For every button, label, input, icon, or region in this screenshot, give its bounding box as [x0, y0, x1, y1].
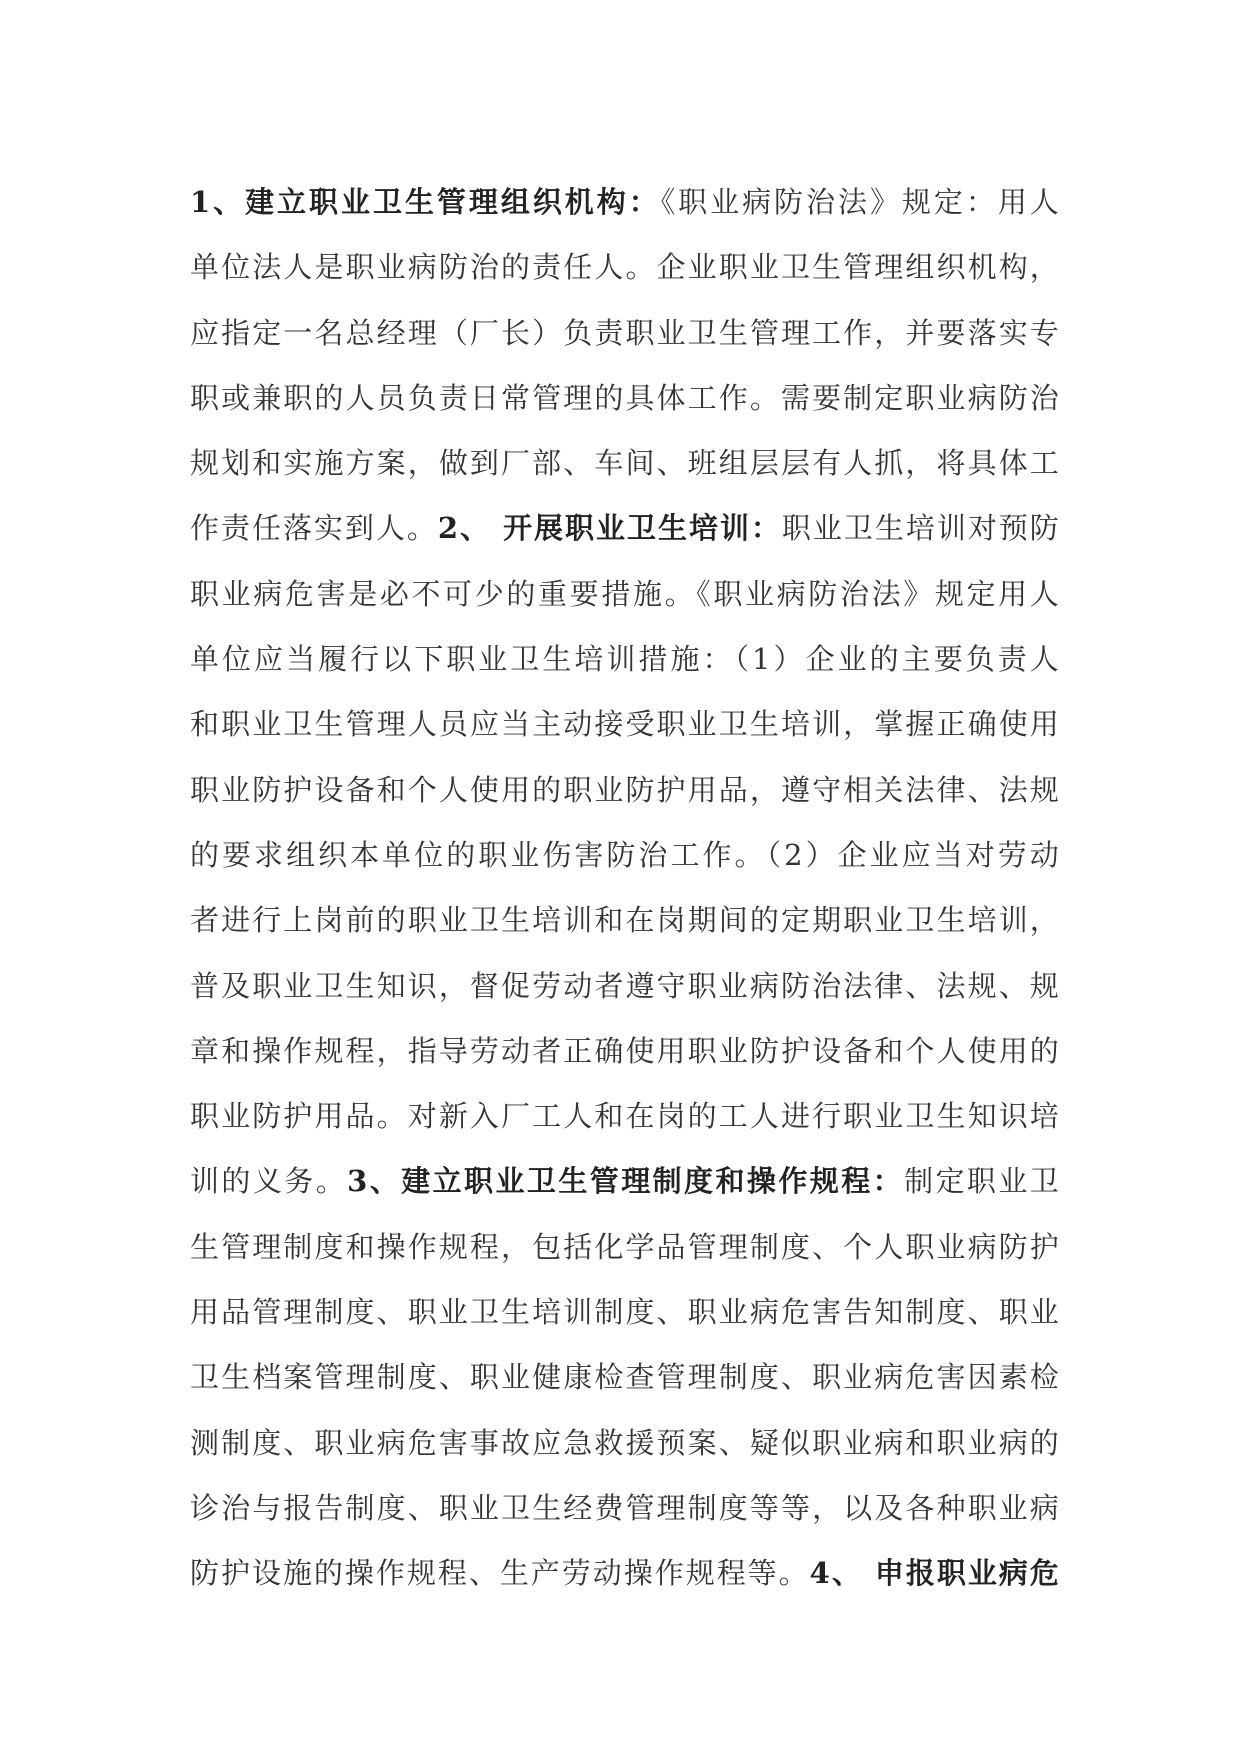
- body-text: 职业病危害是必不可少的重要措施。《职业病防治法》规定用人: [190, 576, 1060, 611]
- text-line: [190, 1411, 1060, 1476]
- section-heading: 2、 开展职业卫生培训：: [437, 511, 782, 546]
- text-line: [190, 496, 1060, 561]
- text-line: [190, 1476, 1060, 1541]
- body-text: 职或兼职的人员负责日常管理的具体工作。需要制定职业病防治: [190, 380, 1060, 415]
- body-text: 防护设施的操作规程、生产劳动操作规程等。: [190, 1556, 810, 1591]
- text-line: [190, 1280, 1060, 1345]
- body-text: 《职业病防治法》规定：用人: [660, 185, 1060, 219]
- body-text: 职业防护设备和个人使用的职业防护用品，遵守相关法律、法规: [190, 772, 1060, 807]
- body-text: 职业防护用品。对新入厂工人和在岗的工人进行职业卫生知识培: [190, 1099, 1060, 1134]
- body-text: 的要求组织本单位的职业伤害防治工作。（2）企业应当对劳动: [190, 837, 1060, 872]
- text-line: [190, 627, 1060, 692]
- text-line: [190, 431, 1060, 496]
- section-heading: 1、建立职业卫生管理组织机构：: [190, 185, 661, 219]
- body-text: 卫生档案管理制度、职业健康检查管理制度、职业病危害因素检: [190, 1360, 1060, 1395]
- text-line: [190, 301, 1060, 366]
- text-line: [190, 692, 1060, 757]
- body-text: 诊治与报告制度、职业卫生经费管理制度等等，以及各种职业病: [190, 1490, 1060, 1525]
- text-line: [190, 562, 1060, 627]
- body-text: 应指定一名总经理（厂长）负责职业卫生管理工作，并要落实专: [190, 315, 1060, 350]
- text-line: [190, 366, 1060, 431]
- text-line: [190, 1215, 1060, 1280]
- text-line: [190, 888, 1060, 953]
- body-text: 章和操作规程，指导劳动者正确使用职业防护设备和个人使用的: [190, 1033, 1060, 1068]
- section-heading: 4、 申报职业病危: [809, 1556, 1060, 1591]
- body-text: 作责任落实到人。: [190, 511, 438, 546]
- section-heading: 3、建立职业卫生管理制度和操作规程：: [347, 1164, 905, 1199]
- body-text: 生管理制度和操作规程，包括化学品管理制度、个人职业病防护: [190, 1229, 1060, 1264]
- text-line: [190, 823, 1060, 888]
- body-text: 者进行上岗前的职业卫生培训和在岗期间的定期职业卫生培训，: [190, 903, 1060, 938]
- text-line: [190, 1345, 1060, 1410]
- text-line: [190, 1541, 1060, 1606]
- body-text: 单位应当履行以下职业卫生培训措施：（1）企业的主要负责人: [190, 642, 1060, 677]
- body-text: 测制度、职业病危害事故应急救援预案、疑似职业病和职业病的: [190, 1425, 1060, 1460]
- text-line: [190, 235, 1060, 300]
- text-line: [190, 1149, 1060, 1214]
- document-body: [190, 170, 1060, 1607]
- body-text: 和职业卫生管理人员应当主动接受职业卫生培训，掌握正确使用: [190, 707, 1060, 742]
- text-line: [190, 954, 1060, 1019]
- body-text: 训的义务。: [190, 1164, 348, 1199]
- body-text: 单位法人是职业病防治的责任人。企业职业卫生管理组织机构，: [190, 250, 1060, 285]
- body-text: 制定职业卫: [904, 1164, 1060, 1199]
- body-text: 职业卫生培训对预防: [781, 511, 1060, 546]
- body-text: 普及职业卫生知识，督促劳动者遵守职业病防治法律、法规、规: [190, 968, 1060, 1003]
- text-line: [190, 1084, 1060, 1149]
- text-line: [190, 758, 1060, 823]
- body-text: 用品管理制度、职业卫生培训制度、职业病危害告知制度、职业: [190, 1295, 1060, 1330]
- text-line: [190, 1019, 1060, 1084]
- body-text: 规划和实施方案，做到厂部、车间、班组层层有人抓，将具体工: [190, 446, 1060, 481]
- text-line: [190, 170, 1060, 235]
